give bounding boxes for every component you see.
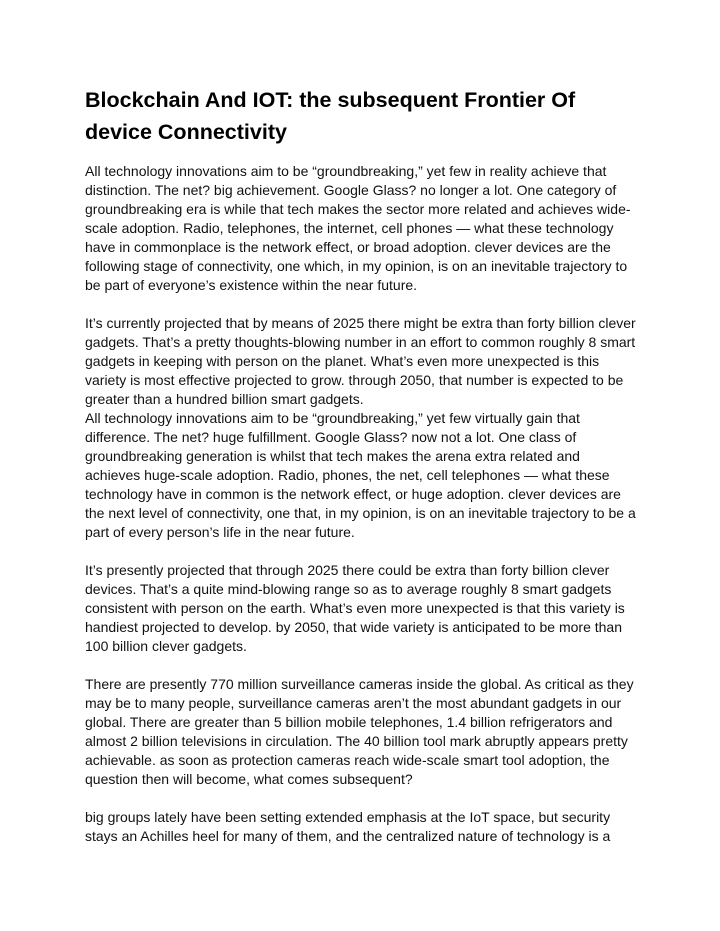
paragraph-5: There are presently 770 million surveillance cameras inside the global. As critical as they may be to many people, surveillance cameras aren’t the most abundant gadgets in our global. There are greater than 5 billion mobile telephones, 1.4 billion refrigerators and almost 2 billion televisions in circulation. The 40 billion tool mark abruptly appears pretty achievable. as soon as protection cameras reach wide-scale smart tool adoption, the question then will become, what comes subsequent? bbox=[85, 676, 634, 787]
paragraph-1: All technology innovations aim to be “groundbreaking,” yet few in reality achieve that distinction. The net? big achievement. Google Glass? no longer a lot. One category of groundbreaking era is while that tech makes the sector more related and achieves wide-scale adoption. Radio, telephones, the internet, cell phones — what these technology have in commonplace is the network effect, or broad adoption. clever devices are the following stage of connectivity, one which, in my opinion, is on an inevitable trajectory to be part of everyone’s existence within the near future. bbox=[85, 163, 631, 293]
document-title: Blockchain And IOT: the subsequent Frontier Of device Connectivity bbox=[85, 88, 576, 144]
paragraph-6: big groups lately have been setting extended emphasis at the IoT space, but security stays an Achilles heel for many of them, and the centralized nature of technology is a bbox=[85, 809, 611, 844]
document-body bbox=[85, 84, 637, 865]
paragraph-4: It’s presently projected that through 2025 there could be extra than forty billion clever devices. That’s a quite mind-blowing range so as to average roughly 8 smart gadgets consistent with person on the earth. What’s even more unexpected is that this variety is handiest projected to develop. by 2050, that wide variety is anticipated to be more than 100 billion clever gadgets. bbox=[85, 562, 625, 654]
paragraph-2: It’s currently projected that by means of 2025 there might be extra than forty billion clever gadgets. That’s a pretty thoughts-blowing number in an effort to common roughly 8 smart gadgets in keeping with person on the planet. What’s even more unexpected is this variety is most effective projected to grow. through 2050, that number is expected to be greater than a hundred billion smart gadgets. bbox=[85, 315, 636, 407]
paragraph-3: All technology innovations aim to be “groundbreaking,” yet few virtually gain that difference. The net? huge fulfillment. Google Glass? now not a lot. One class of groundbreaking generation is whilst that tech makes the arena extra related and achieves huge-scale adoption. Radio, phones, the net, cell telephones — what these technology have in common is the network effect, or huge adoption. clever devices are the next level of connectivity, one that, in my opinion, is on an inevitable trajectory to be a part of every person’s life in the near future. bbox=[85, 410, 636, 540]
